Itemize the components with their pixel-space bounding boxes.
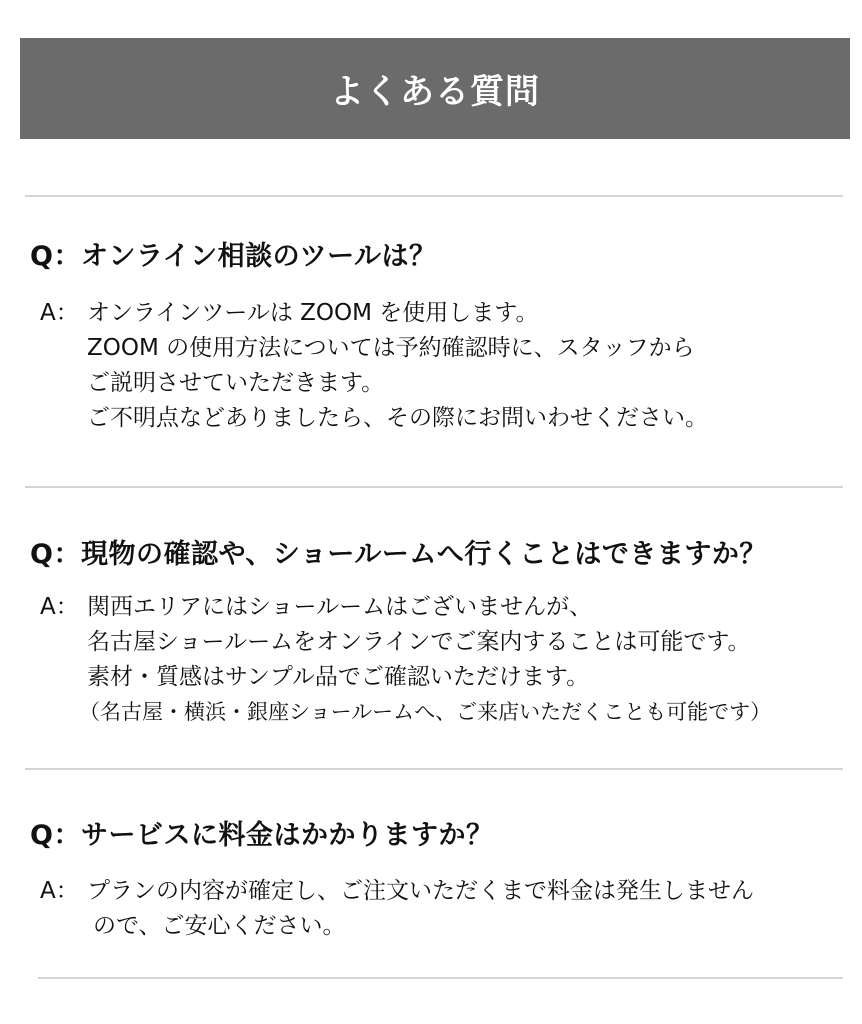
- answer-line: 名古屋ショールームをオンラインでご案内することは可能です。: [87, 629, 751, 655]
- answer-prefix: A：: [40, 300, 79, 326]
- answer-line: ZOOM の使用方法については予約確認時に、スタッフから: [87, 335, 695, 361]
- answer-line: ので、ご安心ください。: [93, 913, 346, 939]
- answer-line: 素材・質感はサンプル品でご確認いただけます。: [87, 664, 590, 690]
- answer-line: ご不明点などありましたら、その際にお問いわせください。: [87, 405, 708, 431]
- faq-header: [20, 38, 850, 139]
- faq-question-3: Q：サービスに料金はかかりますか？: [30, 820, 494, 851]
- answer-text: [87, 296, 708, 436]
- answer-text: [87, 874, 754, 944]
- divider: [25, 768, 843, 770]
- answer-prefix: A：: [40, 878, 79, 904]
- faq-question-1: Q：オンライン相談のツールは？: [30, 241, 437, 272]
- divider: [25, 486, 843, 488]
- page-title: よくある質問: [330, 72, 540, 112]
- answer-note: （名古屋・横浜・銀座ショールームへ、ご来店いただくことも可能です）: [79, 700, 772, 724]
- answer-line: オンラインツールは ZOOM を使用します。: [87, 300, 539, 326]
- divider: [25, 195, 843, 197]
- divider: [38, 977, 843, 979]
- answer-line: 関西エリアにはショールームはございませんが、: [87, 594, 593, 620]
- answer-prefix: A：: [40, 594, 79, 620]
- answer-text: [79, 590, 772, 730]
- faq-question-2: Q：現物の確認や、ショールームへ行くことはできますか？: [30, 539, 767, 570]
- answer-line: ご説明させていただきます。: [87, 370, 385, 396]
- answer-line: プランの内容が確定し、ご注文いただくまで料金は発生しません: [87, 878, 754, 904]
